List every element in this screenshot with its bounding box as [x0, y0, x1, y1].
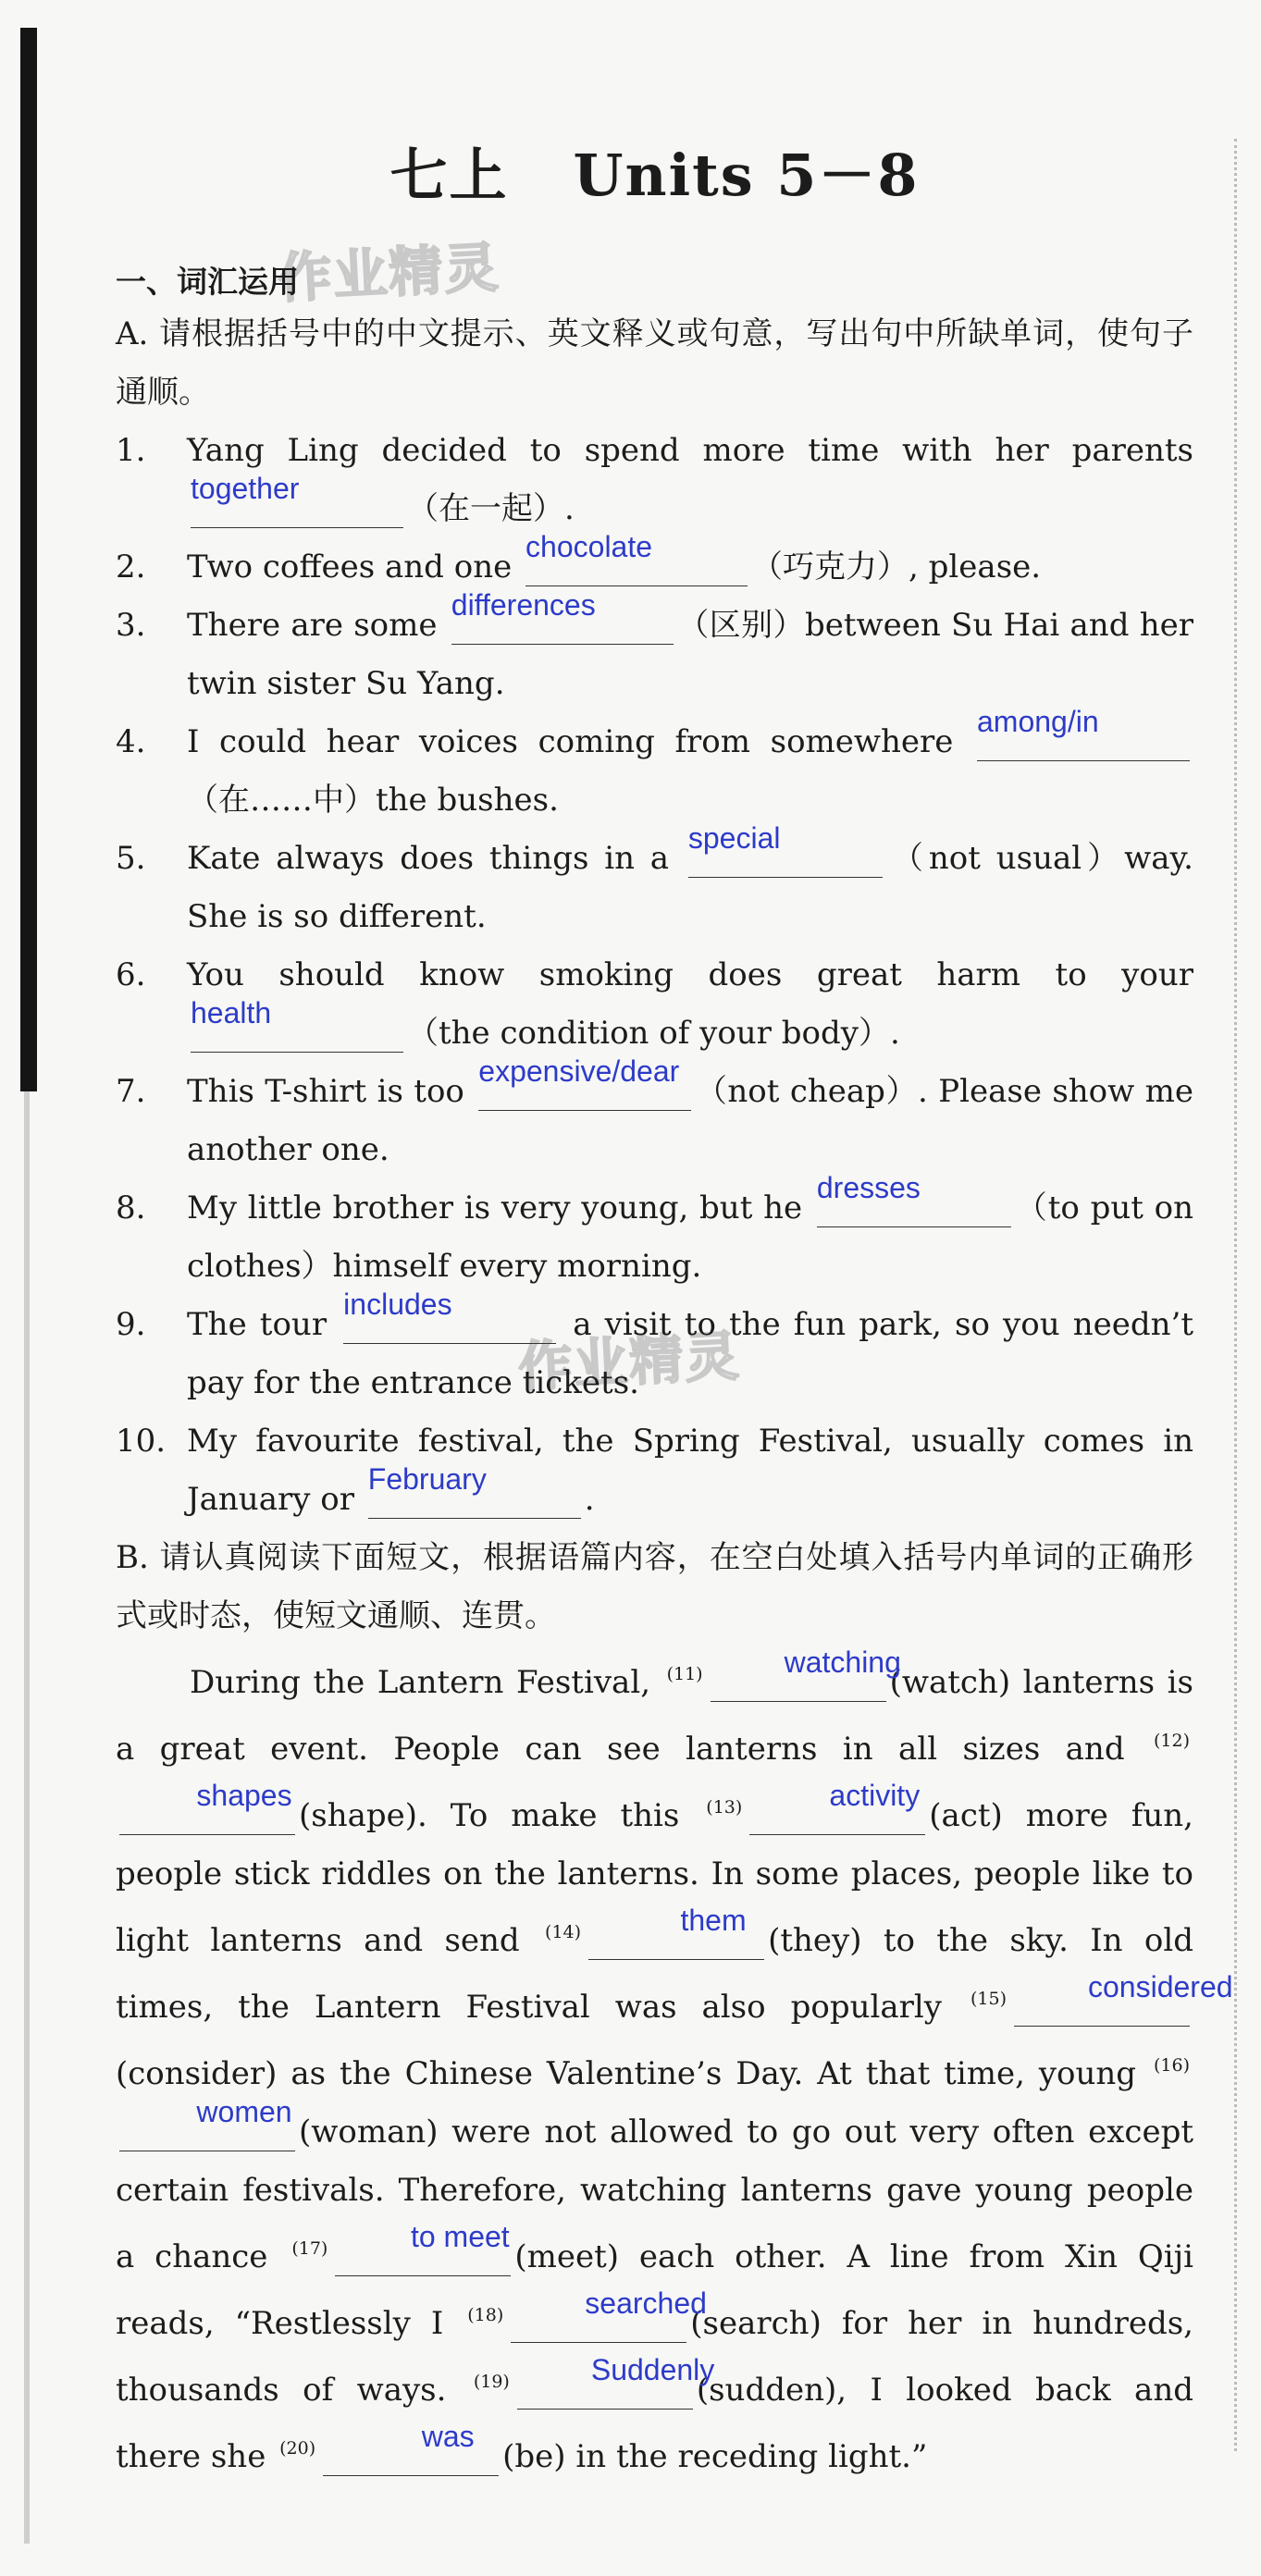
list-item [116, 588, 1193, 713]
item-number: 1. [116, 432, 146, 469]
blank-number: (18) [467, 2305, 504, 2325]
answer-text: activity [829, 1779, 921, 1812]
item-text: You should know smoking does great harm to your [187, 956, 1193, 993]
answer-text: special [687, 821, 781, 855]
part-a-list [116, 422, 1193, 1529]
item-number: 8. [116, 1189, 146, 1226]
passage-text: . To make this [417, 1797, 703, 1834]
answer-text: women [196, 2095, 292, 2128]
answer-text: watching [784, 1645, 901, 1679]
answer-blank [451, 588, 674, 645]
answer-blank [816, 1171, 1011, 1227]
blank-number: (12) [1153, 1731, 1190, 1751]
answer-text: differences [451, 588, 596, 622]
answer-blank [478, 1054, 691, 1111]
answer-text: to meet [410, 2220, 510, 2253]
item-number: 5. [116, 840, 146, 877]
title-grade: 七上 [389, 142, 509, 209]
answer-blank [749, 1779, 925, 1835]
item-text: There are some [187, 607, 448, 644]
answer-text: among/in [977, 705, 1099, 738]
blank-number: (11) [666, 1664, 703, 1684]
item-text: （区别）between Su Hai and her twin sister Su Yang. [187, 607, 1193, 702]
passage-text: more fun, people stick riddles on the lanterns. In some places, people like to light lanterns and send [116, 1797, 1193, 1959]
answer-blank [119, 1779, 295, 1835]
item-number: 3. [116, 607, 146, 644]
answer-blank [511, 2286, 707, 2343]
blank-number: (14) [545, 1922, 582, 1942]
item-number: 7. [116, 1073, 146, 1110]
answer-text: dresses [816, 1171, 921, 1204]
word-hint: (sudden) [696, 2372, 837, 2409]
word-hint: (watch) [889, 1664, 1011, 1701]
passage-text: in the receding light.” [565, 2438, 928, 2475]
answer-text: searched [585, 2286, 707, 2320]
passage [116, 1645, 1233, 2486]
list-item [116, 1054, 1193, 1179]
blank-number: (19) [473, 2372, 510, 2392]
binding-shadow [24, 1091, 30, 2544]
item-text: Kate always does things in a [187, 840, 685, 877]
item-text: . [584, 1481, 595, 1518]
answer-blank [191, 472, 403, 528]
binding-edge [20, 28, 37, 1091]
answer-text: Suddenly [590, 2353, 715, 2386]
passage-text: each other. A line from Xin Qiji reads, “Restlessly I [116, 2238, 1194, 2342]
passage-text: to the sky. In old times, the Lantern Festival was also popularly [116, 1922, 1193, 2026]
item-text: （在……中）the bushes. [187, 782, 559, 819]
answer-blank [335, 2220, 511, 2276]
answer-blank [367, 1462, 581, 1519]
item-text: My little brother is very young, but he [187, 1189, 813, 1226]
answer-blank [191, 996, 403, 1053]
item-text: （在一起）. [407, 490, 575, 527]
word-hint: (be) [502, 2438, 566, 2475]
list-item [116, 946, 1193, 1063]
blank-number: (20) [279, 2438, 316, 2459]
item-text: a visit to the fun park, so you needn’t pay for the entrance tickets. [187, 1306, 1193, 1401]
answer-text: includes [343, 1288, 452, 1321]
word-hint: (meet) [514, 2238, 620, 2275]
list-item [116, 1171, 1193, 1296]
title-units: Units 5－8 [573, 142, 920, 209]
answer-text: was [421, 2420, 475, 2453]
item-text: Two coffees and one [187, 548, 523, 585]
answer-blank [525, 530, 748, 586]
item-text: The tour [187, 1306, 340, 1343]
item-text: Yang Ling decided to spend more time with her parents [187, 432, 1193, 469]
item-number: 6. [116, 956, 146, 993]
answer-text: together [191, 472, 300, 505]
word-hint: (they) [768, 1922, 862, 1959]
list-item [116, 1288, 1193, 1412]
blank-number: (15) [970, 1989, 1007, 2009]
item-text: （to put on clothes）himself every morning. [187, 1189, 1193, 1285]
answer-text: them [680, 1904, 747, 1937]
blank-number: (17) [291, 2238, 328, 2259]
item-text: I could hear voices coming from somewhere [187, 723, 973, 760]
answer-text: shapes [196, 1779, 292, 1812]
passage-text: During the Lantern Festival, [190, 1664, 663, 1701]
answer-text: health [191, 996, 272, 1029]
worksheet [116, 139, 1233, 2486]
passage-text: , I looked back and there she [116, 2372, 1193, 2475]
list-item [116, 705, 1193, 830]
answer-text: chocolate [525, 530, 653, 563]
item-text: This T-shirt is too [187, 1073, 476, 1110]
word-hint: (consider) [116, 2055, 278, 2092]
answer-text: considered [1088, 1970, 1233, 2003]
answer-blank [687, 821, 883, 878]
item-text: （not usual）way. She is so different. [187, 840, 1193, 935]
word-hint: (search) [690, 2305, 822, 2342]
answer-blank [119, 2095, 295, 2151]
item-text: My favourite festival, the Spring Festival, usually comes in January or [187, 1423, 1193, 1518]
watermark: 作业精灵 [276, 235, 501, 311]
word-hint: (woman) [299, 2114, 439, 2151]
item-text: （巧克力）, please. [751, 548, 1042, 585]
word-hint: (act) [929, 1797, 1003, 1834]
section-heading: 一、词汇运用 [116, 264, 299, 300]
list-item [116, 821, 1193, 946]
passage-text: lanterns is a great event. People can see lanterns in all sizes and [116, 1664, 1193, 1768]
blank-number: (16) [1153, 2055, 1190, 2076]
answer-blank [323, 2420, 499, 2476]
answer-blank [517, 2353, 715, 2410]
part-a-instruction: A. 请根据括号中的中文提示、英文释义或句意，写出句中所缺单词，使句子通顺。 [116, 315, 1193, 411]
page-title [116, 139, 1193, 213]
answer-blank [1014, 1970, 1233, 2027]
word-hint: (shape) [299, 1797, 418, 1834]
item-number: 2. [116, 548, 146, 585]
answer-blank [343, 1288, 556, 1344]
answer-blank [977, 705, 1190, 761]
answer-blank [588, 1904, 764, 1960]
answer-blank [711, 1645, 901, 1702]
item-text: （not cheap）. Please show me another one. [187, 1073, 1193, 1168]
passage-text: for her in hundreds, thousands of ways. [116, 2305, 1193, 2409]
blank-number: (13) [706, 1797, 743, 1818]
passage-text: were not allowed to go out very often except certain festivals. Therefore, watching lanterns gave young people a chance [116, 2114, 1193, 2275]
passage-text: as the Chinese Valentine’s Day. At that time, young [277, 2055, 1150, 2092]
list-item [116, 422, 1193, 538]
part-b-instruction: B. 请认真阅读下面短文，根据语篇内容，在空白处填入括号内单词的正确形式或时态，使短文通顺、连贯。 [116, 1539, 1193, 1634]
watermark: 作业精灵 [516, 1324, 742, 1399]
list-item [116, 1412, 1193, 1529]
item-number: 10. [116, 1423, 167, 1460]
item-number: 4. [116, 723, 146, 760]
cut-line [1234, 139, 1237, 2451]
answer-text: expensive/dear [478, 1054, 680, 1088]
item-number: 9. [116, 1306, 146, 1343]
item-text: （the condition of your body）. [407, 1015, 900, 1052]
answer-text: February [367, 1462, 487, 1496]
